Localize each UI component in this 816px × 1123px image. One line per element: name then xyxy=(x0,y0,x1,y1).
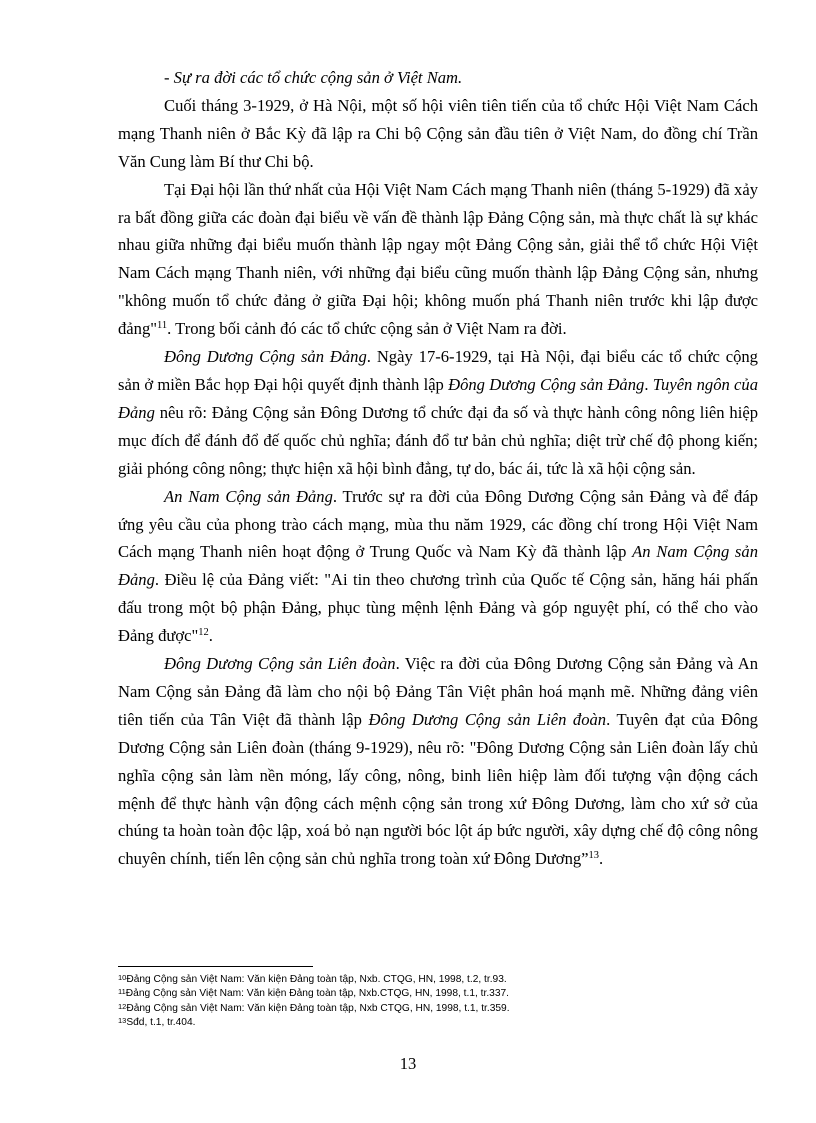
footnote-number: 10 xyxy=(118,973,127,982)
paragraph-5-text-b: . Tuyên đạt của Đông Dương Cộng sản Liên đoàn (tháng 9-1929), nêu rõ: "Đông Dương Cộng sản Liên đoàn lấy chủ nghĩa cộng sản làm nền móng, lấy công, nông, binh liên hiệp làm đối tượng vận động cách mệnh để thực hành vận động cách mệnh cộng sản trong xứ Đông Dương, làm cho xứ sở của chúng ta hoàn toàn độc lập, xoá bỏ nạn người bóc lột áp bức người, xây dựng chế độ công nông chuyên chính, tiến lên cộng sản chủ nghĩa trong toàn xứ Đông Dương” xyxy=(118,709,758,869)
paragraph-2 xyxy=(118,176,758,343)
paragraph-3-party-name: Đông Dương Cộng sản Đảng xyxy=(448,374,645,394)
paragraph-3-text-a: . Ngày 17-6-1929, tại Hà Nội, đại biểu các tổ chức cộng sản ở miền Bắc họp Đại hội quyết định thành lập xyxy=(118,347,758,394)
footnote-13 xyxy=(118,1016,678,1030)
paragraph-4-text-a: . Trước sự ra đời của Đông Dương Cộng sản Đảng và để đáp ứng yêu cầu của phong trào cách mạng, mùa thu năm 1929, các đồng chí trong Hội Việt Nam Cách mạng Thanh niên hoạt động ở Trung Quốc và Nam Kỳ đã thành lập xyxy=(118,486,758,562)
section-heading: - Sự ra đời các tổ chức cộng sản ở Việt Nam. xyxy=(164,68,463,87)
paragraph-5-text-c: . xyxy=(599,849,604,869)
paragraph-3-text-b: . xyxy=(644,374,653,394)
paragraph-5-text-a: . Việc ra đời của Đông Dương Cộng sản Đảng và An Nam Cộng sản Đảng đã làm cho nội bộ Đảng Tân Việt phân hoá mạnh mẽ. Những đảng viên tiên tiến của Tân Việt đã thành lập xyxy=(118,654,758,729)
paragraph-4 xyxy=(118,483,758,650)
paragraph-1: Cuối tháng 3-1929, ở Hà Nội, một số hội viên tiên tiến của tổ chức Hội Việt Nam Cách mạng Thanh niên ở Bắc Kỳ đã lập ra Chi bộ Cộng sản đầu tiên ở Việt Nam, do đồng chí Trần Văn Cung làm Bí thư Chi bộ. xyxy=(118,95,758,171)
paragraph-3-document: Tuyên ngôn của Đảng xyxy=(118,374,758,422)
paragraph-3-text-c: nêu rõ: Đảng Cộng sản Đông Dương tổ chức đại đa số và thực hành công nông liên hiệp mục đích để đánh đổ đế quốc chủ nghĩa; đánh đổ tư bản chủ nghĩa; diệt trừ chế độ phong kiến; giải phóng công nông; thực hiện xã hội bình đẳng, tự do, bác ái, tức là xã hội cộng sản. xyxy=(118,402,758,478)
footnote-number: 11 xyxy=(118,987,126,997)
footnote-ref-13[interactable]: 13 xyxy=(588,850,600,862)
footnote-10 xyxy=(118,973,678,987)
paragraph-2-tail: . Trong bối cảnh đó các tổ chức cộng sản ở Việt Nam ra đời. xyxy=(167,319,567,339)
paragraph-4-text-c: . xyxy=(208,626,213,646)
footnote-ref-12[interactable]: 12 xyxy=(198,627,209,639)
paragraph-5-party-name: Đông Dương Cộng sản Liên đoàn xyxy=(368,709,607,729)
paragraph-5 xyxy=(118,650,758,873)
paragraph-2-text: Tại Đại hội lần thứ nhất của Hội Việt Nam Cách mạng Thanh niên (tháng 5-1929) đã xảy ra bất đồng giữa các đoàn đại biểu về vấn đề thành lập Đảng Cộng sản, mà thực chất là sự khác nhau giữa những đại biểu muốn thành lập ngay một Đảng Cộng sản, giải thể tổ chức Hội Việt Nam Cách mạng Thanh niên, với những đại biểu cũng muốn thành lập Đảng Cộng sản, nhưng "không muốn tổ chức đảng ở giữa Đại hội; không muốn phá Thanh niên trước khi lập được đảng" xyxy=(118,179,758,339)
footnote-divider xyxy=(118,966,313,967)
paragraph-4-text-b: . Điều lệ của Đảng viết: "Ai tin theo chương trình của Quốc tế Cộng sản, hăng hái phấn đấu trong một bộ phận Đảng, phục tùng mệnh lệnh Đảng và góp nguyệt phí, có thể cho vào Đảng được" xyxy=(118,570,758,646)
footnote-text: Đảng Cộng sản Việt Nam: Văn kiện Đảng toàn tập, Nxb CTQG, HN, 1998, t.1, tr.359. xyxy=(126,1002,510,1014)
footnote-text: Đảng Cộng sản Việt Nam: Văn kiện Đảng toàn tập, Nxb.CTQG, HN, 1998, t.1, tr.337. xyxy=(125,988,509,1000)
footnote-number: 13 xyxy=(118,1016,127,1026)
footnotes xyxy=(118,973,678,1031)
page-number: 13 xyxy=(399,1054,417,1073)
paragraph-5-title: Đông Dương Cộng sản Liên đoàn xyxy=(164,654,396,674)
footnote-number: 12 xyxy=(118,1001,127,1011)
footnote-ref-11[interactable]: 11 xyxy=(157,320,168,332)
paragraph-4-title: An Nam Cộng sản Đảng xyxy=(164,486,333,506)
paragraph-3 xyxy=(118,343,758,483)
footnote-12 xyxy=(118,1002,678,1016)
footnote-text: Đảng Cộng sản Việt Nam: Văn kiện Đảng toàn tập, Nxb. CTQG, HN, 1998, t.2, tr.93. xyxy=(126,974,507,985)
paragraph-3-title: Đông Dương Cộng sản Đảng xyxy=(164,347,367,367)
paragraph-4-party-name: An Nam Cộng sản Đảng xyxy=(118,542,758,590)
document-body xyxy=(118,64,758,873)
footnote-11 xyxy=(118,987,678,1001)
footnote-text: Sđd, t.1, tr.404. xyxy=(126,1017,196,1029)
